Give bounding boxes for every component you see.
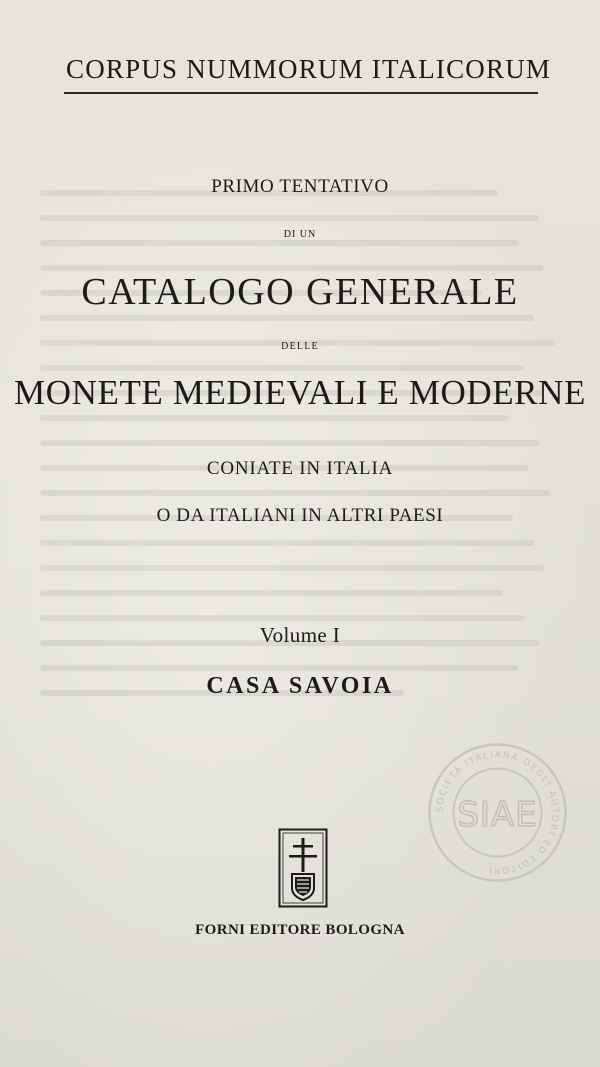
detail-line-1: CONIATE IN ITALIA (206, 458, 394, 479)
svg-text:SOCIETÀ ITALIANA DEGLI AUTORI: SOCIETÀ ITALIANA DEGLI AUTORI ED EDITORI · (435, 750, 560, 875)
series-title: CORPUS NUMMORUM ITALICORUM (66, 54, 552, 84)
subtitle-line-2: DI UN (283, 229, 317, 240)
connector-word: DELLE (281, 341, 319, 352)
detail-line-2: O DA ITALIANI IN ALTRI PAESI (156, 505, 444, 526)
subtitle-line-1: PRIMO TENTATIVO (211, 176, 389, 197)
volume-number: Volume I (259, 623, 341, 647)
publisher-cross-shield-emblem-icon (278, 828, 328, 908)
header-rule (64, 92, 538, 94)
main-title: CATALOGO GENERALE (81, 271, 519, 313)
publisher-name: FORNI EDITORE BOLOGNA (195, 922, 405, 938)
volume-title: CASA SAVOIA (206, 673, 394, 699)
siae-stamp-icon (425, 740, 570, 885)
svg-text:SIAE: SIAE (457, 795, 538, 835)
main-subject: MONETE MEDIEVALI E MODERNE (14, 373, 586, 412)
